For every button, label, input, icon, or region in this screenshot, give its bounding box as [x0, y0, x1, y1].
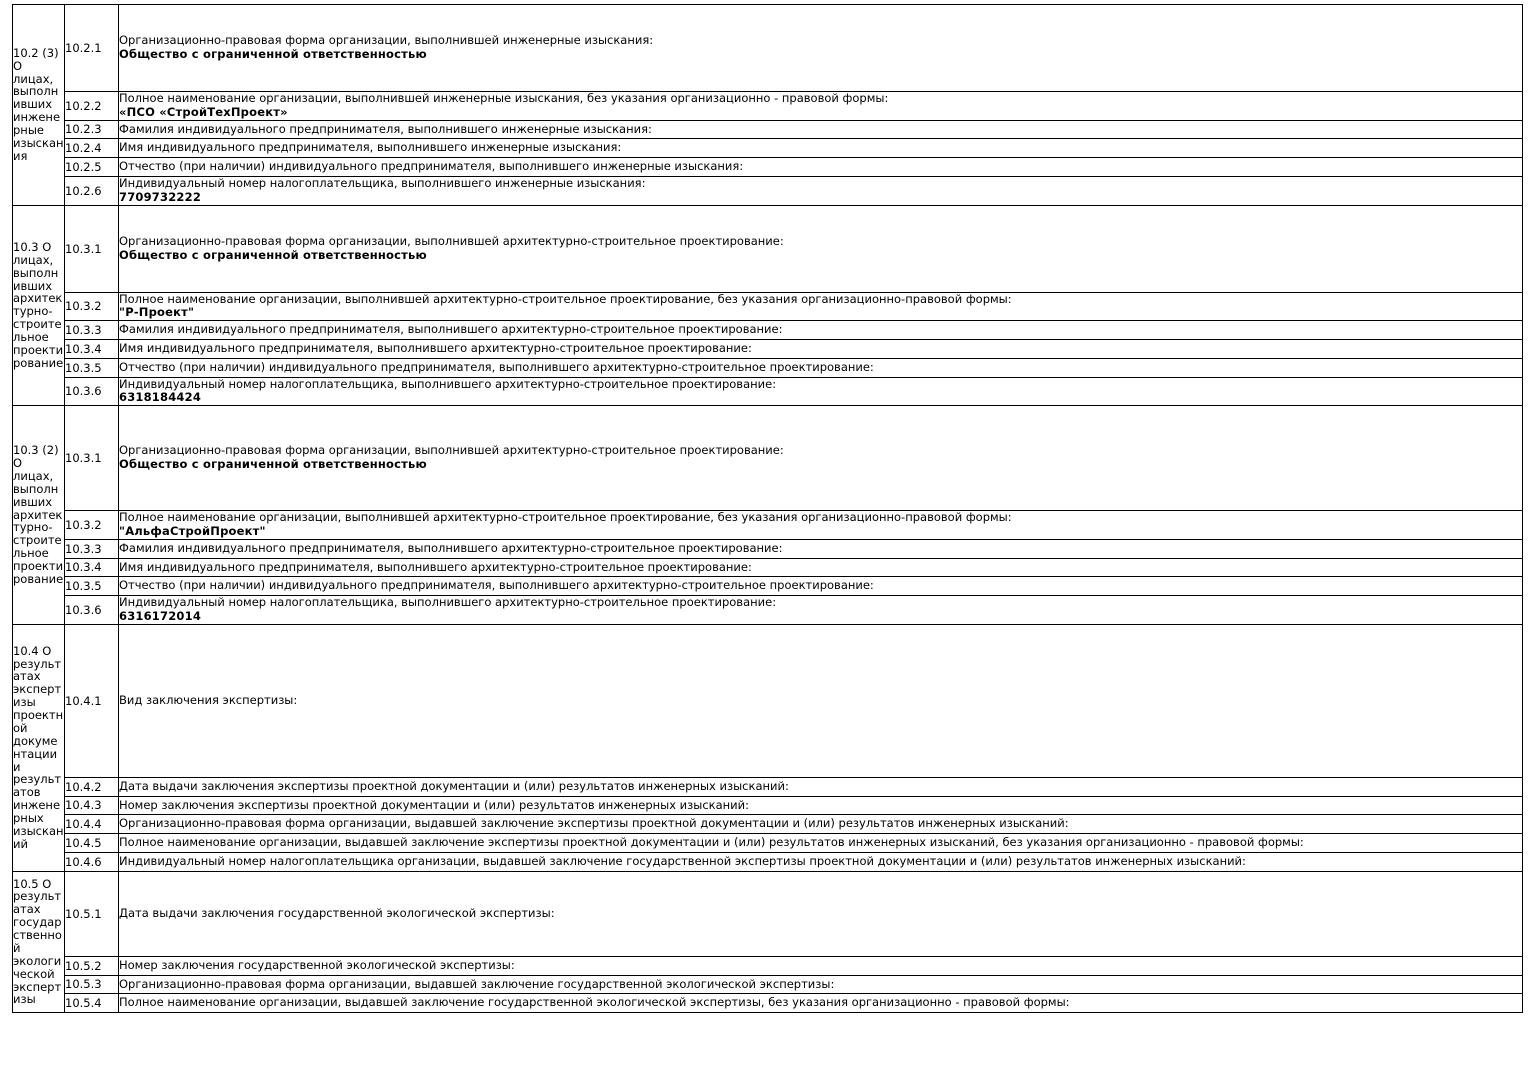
row-value: "АльфаСтройПроект"	[119, 523, 266, 538]
row-body	[119, 158, 1523, 177]
table-row	[13, 339, 1523, 358]
row-code: 10.5.4	[65, 994, 119, 1013]
row-code: 10.2.3	[65, 120, 119, 139]
registry-table	[12, 4, 1523, 1013]
row-code: 10.5.3	[65, 975, 119, 994]
row-body	[119, 339, 1523, 358]
row-value: Общество с ограниченной ответственностью	[119, 247, 427, 262]
table-row	[13, 292, 1523, 321]
row-body	[119, 377, 1523, 406]
row-label: Номер заключения государственной экологической экспертизы:	[119, 957, 515, 972]
table-row	[13, 852, 1523, 871]
row-code: 10.3.6	[65, 596, 119, 625]
row-body	[119, 406, 1523, 511]
row-code: 10.4.2	[65, 777, 119, 796]
table-row	[13, 994, 1523, 1013]
table-row	[13, 956, 1523, 975]
row-body	[119, 92, 1523, 121]
row-code: 10.3.3	[65, 321, 119, 340]
row-code: 10.4.3	[65, 796, 119, 815]
group-label-cell: 10.4 О результатах экспертизы проектной документации и результатов инженерных изысканий	[13, 624, 65, 871]
row-body	[119, 558, 1523, 577]
row-body	[119, 358, 1523, 377]
row-body	[119, 834, 1523, 853]
table-row	[13, 834, 1523, 853]
table-row	[13, 205, 1523, 292]
group-label-cell: 10.5 О результатах государственной экологической экспертизы	[13, 871, 65, 1012]
table-row	[13, 596, 1523, 625]
row-code: 10.5.1	[65, 871, 119, 956]
row-body	[119, 815, 1523, 834]
row-label: Организационно-правовая форма организации, выполнившей инженерные изыскания:	[119, 33, 654, 48]
table-row	[13, 358, 1523, 377]
row-body	[119, 577, 1523, 596]
table-row	[13, 321, 1523, 340]
row-label: Отчество (при наличии) индивидуального предпринимателя, выполнившего архитектурно-строительное проектирование:	[119, 578, 874, 593]
table-row	[13, 815, 1523, 834]
row-code: 10.3.4	[65, 339, 119, 358]
row-value: 6318184424	[119, 390, 202, 405]
row-body	[119, 5, 1523, 92]
row-code: 10.2.4	[65, 139, 119, 158]
row-code: 10.2.1	[65, 5, 119, 92]
row-code: 10.3.2	[65, 511, 119, 540]
row-body	[119, 511, 1523, 540]
row-label: Полное наименование организации, выдавшей заключение государственной экологической экспертизы, без указания организационно - правовой формы:	[119, 995, 1070, 1010]
row-code: 10.3.1	[65, 205, 119, 292]
row-label: Индивидуальный номер налогоплательщика, выполнившего архитектурно-строительное проектирование:	[119, 376, 777, 391]
row-body	[119, 176, 1523, 205]
table-row	[13, 120, 1523, 139]
row-code: 10.4.5	[65, 834, 119, 853]
table-row	[13, 92, 1523, 121]
row-body	[119, 139, 1523, 158]
row-label: Имя индивидуального предпринимателя, выполнившего архитектурно-строительное проектирование:	[119, 340, 752, 355]
row-value: 6316172014	[119, 608, 202, 623]
row-value: Общество с ограниченной ответственностью	[119, 47, 427, 61]
table-row	[13, 871, 1523, 956]
group-label-cell: 10.3 (2) О лицах, выполнивших архитектурно-строительное проектирование	[13, 406, 65, 625]
row-body	[119, 624, 1523, 777]
row-code: 10.2.5	[65, 158, 119, 177]
row-label: Имя индивидуального предпринимателя, выполнившего инженерные изыскания:	[119, 140, 622, 155]
row-label: Фамилия индивидуального предпринимателя, выполнившего архитектурно-строительное проектирование:	[119, 322, 783, 337]
group-label-cell: 10.3 О лицах, выполнивших архитектурно-строительное проектирование	[13, 205, 65, 406]
row-code: 10.3.5	[65, 577, 119, 596]
table-row	[13, 558, 1523, 577]
row-code: 10.2.6	[65, 176, 119, 205]
table-row	[13, 139, 1523, 158]
row-label: Вид заключения экспертизы:	[119, 692, 298, 707]
row-code: 10.4.1	[65, 624, 119, 777]
row-label: Полное наименование организации, выдавшей заключение экспертизы проектной документации и (или) результатов инженерных изысканий, без указания организационно - правовой формы:	[119, 835, 1304, 850]
table-row	[13, 539, 1523, 558]
row-body	[119, 975, 1523, 994]
row-code: 10.4.4	[65, 815, 119, 834]
row-label: Дата выдачи заключения экспертизы проектной документации и (или) результатов инженерных изысканий:	[119, 778, 789, 793]
row-body	[119, 292, 1523, 321]
row-label: Полное наименование организации, выполнившей инженерные изыскания, без указания организационно - правовой формы:	[119, 91, 889, 105]
row-label: Фамилия индивидуального предпринимателя, выполнившего архитектурно-строительное проектирование:	[119, 540, 783, 555]
row-body	[119, 956, 1523, 975]
row-label: Имя индивидуального предпринимателя, выполнившего архитектурно-строительное проектирование:	[119, 559, 752, 574]
row-value: Общество с ограниченной ответственностью	[119, 457, 427, 472]
row-label: Организационно-правовая форма организации, выдавшей заключение экспертизы проектной документации и (или) результатов инженерных изысканий:	[119, 816, 1069, 831]
table-row	[13, 577, 1523, 596]
row-label: Организационно-правовая форма организации, выполнившей архитектурно-строительное проектирование:	[119, 233, 784, 248]
row-label: Индивидуальный номер налогоплательщика организации, выдавшей заключение государственной экспертизы проектной документации и (или) результатов инженерных изысканий:	[119, 853, 1246, 868]
row-code: 10.5.2	[65, 956, 119, 975]
row-code: 10.2.2	[65, 92, 119, 121]
table-row	[13, 176, 1523, 205]
row-code: 10.3.1	[65, 406, 119, 511]
row-body	[119, 596, 1523, 625]
row-body	[119, 852, 1523, 871]
row-body	[119, 777, 1523, 796]
row-code: 10.4.6	[65, 852, 119, 871]
row-label: Полное наименование организации, выполнившей архитектурно-строительное проектирование, без указания организационно-правовой формы:	[119, 291, 1012, 306]
row-code: 10.3.4	[65, 558, 119, 577]
row-value: 7709732222	[119, 189, 202, 204]
row-label: Индивидуальный номер налогоплательщика, выполнившего инженерные изыскания:	[119, 175, 646, 190]
row-label: Организационно-правовая форма организации, выполнившей архитектурно-строительное проектирование:	[119, 443, 784, 458]
row-body	[119, 205, 1523, 292]
table-row	[13, 406, 1523, 511]
row-code: 10.3.5	[65, 358, 119, 377]
row-label: Дата выдачи заключения государственной экологической экспертизы:	[119, 905, 555, 920]
table-row	[13, 511, 1523, 540]
row-body	[119, 321, 1523, 340]
row-label: Организационно-правовая форма организации, выдавшей заключение государственной экологической экспертизы:	[119, 976, 835, 991]
row-code: 10.3.6	[65, 377, 119, 406]
table-row	[13, 377, 1523, 406]
row-body	[119, 120, 1523, 139]
table-row	[13, 796, 1523, 815]
table-row	[13, 5, 1523, 92]
row-code: 10.3.2	[65, 292, 119, 321]
row-label: Отчество (при наличии) индивидуального предпринимателя, выполнившего инженерные изыскания:	[119, 159, 744, 174]
registry-table-body	[13, 5, 1523, 1013]
row-value: "Р-Проект"	[119, 305, 195, 320]
row-label: Отчество (при наличии) индивидуального предпринимателя, выполнившего архитектурно-строительное проектирование:	[119, 359, 874, 374]
row-label: Индивидуальный номер налогоплательщика, выполнившего архитектурно-строительное проектирование:	[119, 595, 777, 610]
row-value: «ПСО «СтройТехПроект»	[119, 104, 288, 119]
group-label-cell: 10.2 (3) О лицах, выполнивших инженерные изыскания	[13, 5, 65, 206]
row-body	[119, 994, 1523, 1013]
table-row	[13, 777, 1523, 796]
row-code: 10.3.3	[65, 539, 119, 558]
table-row	[13, 624, 1523, 777]
row-label: Фамилия индивидуального предпринимателя, выполнившего инженерные изыскания:	[119, 121, 652, 136]
row-label: Номер заключения экспертизы проектной документации и (или) результатов инженерных изысканий:	[119, 797, 750, 812]
row-body	[119, 539, 1523, 558]
row-body	[119, 796, 1523, 815]
row-label: Полное наименование организации, выполнившей архитектурно-строительное проектирование, без указания организационно-правовой формы:	[119, 510, 1012, 525]
row-body	[119, 871, 1523, 956]
table-row	[13, 975, 1523, 994]
table-row	[13, 158, 1523, 177]
